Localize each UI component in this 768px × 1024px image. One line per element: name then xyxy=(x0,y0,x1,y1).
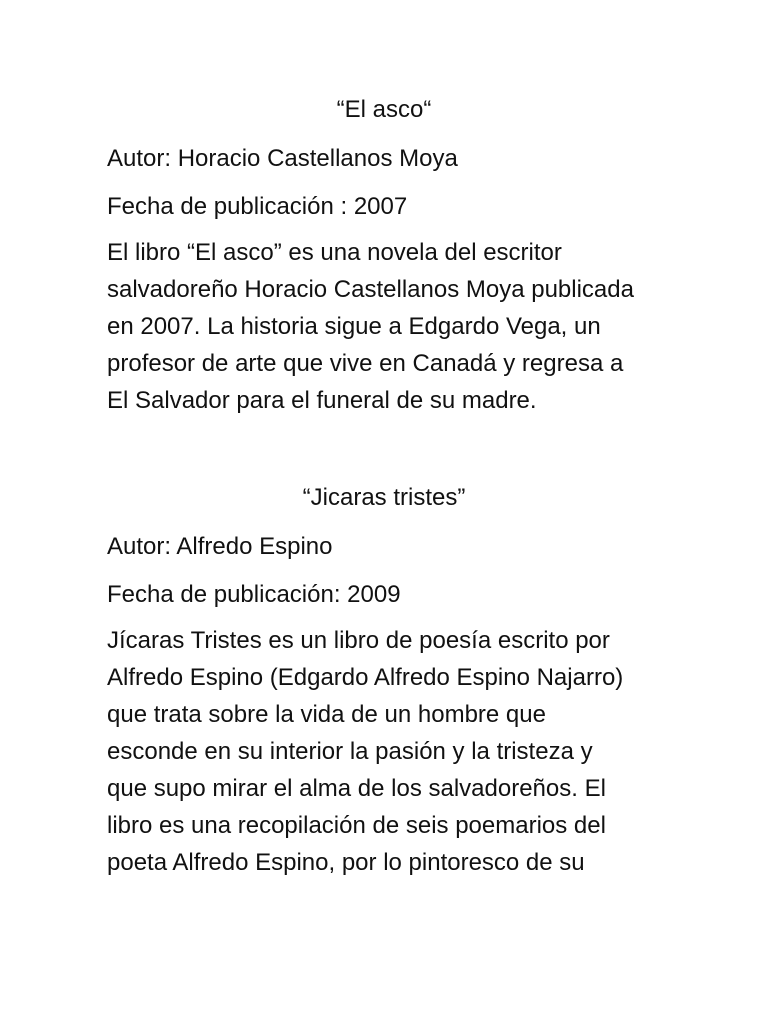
book1-description xyxy=(107,234,687,419)
book2-title: “Jicaras tristes” xyxy=(302,484,466,511)
book1-description-line: El libro “El asco” es una novela del escritor xyxy=(107,239,562,266)
book2-publication-date: Fecha de publicación: 2009 xyxy=(107,581,401,608)
book2-description-line: Alfredo Espino (Edgardo Alfredo Espino Najarro) xyxy=(107,664,624,691)
book2-description-line: poeta Alfredo Espino, por lo pintoresco de su xyxy=(107,849,585,876)
book2-description-line: que trata sobre la vida de un hombre que xyxy=(107,701,546,728)
book1-description-line: profesor de arte que vive en Canadá y regresa a xyxy=(107,350,624,377)
book2-description-line: Jícaras Tristes es un libro de poesía escrito por xyxy=(107,627,610,654)
book1-title: “El asco“ xyxy=(336,96,432,123)
book1-author: Autor: Horacio Castellanos Moya xyxy=(107,145,458,172)
book1-description-line: en 2007. La historia sigue a Edgardo Vega, un xyxy=(107,313,601,340)
book2-description-line: que supo mirar el alma de los salvadoreños. El xyxy=(107,775,606,802)
book1-description-line: salvadoreño Horacio Castellanos Moya publicada xyxy=(107,276,634,303)
book2-author: Autor: Alfredo Espino xyxy=(107,533,333,560)
book1-publication-date: Fecha de publicación : 2007 xyxy=(107,193,408,220)
book2-description-line: esconde en su interior la pasión y la tristeza y xyxy=(107,738,593,765)
book2-description-line: libro es una recopilación de seis poemarios del xyxy=(107,812,606,839)
book2-description xyxy=(107,622,687,881)
book1-description-line: El Salvador para el funeral de su madre. xyxy=(107,387,537,414)
